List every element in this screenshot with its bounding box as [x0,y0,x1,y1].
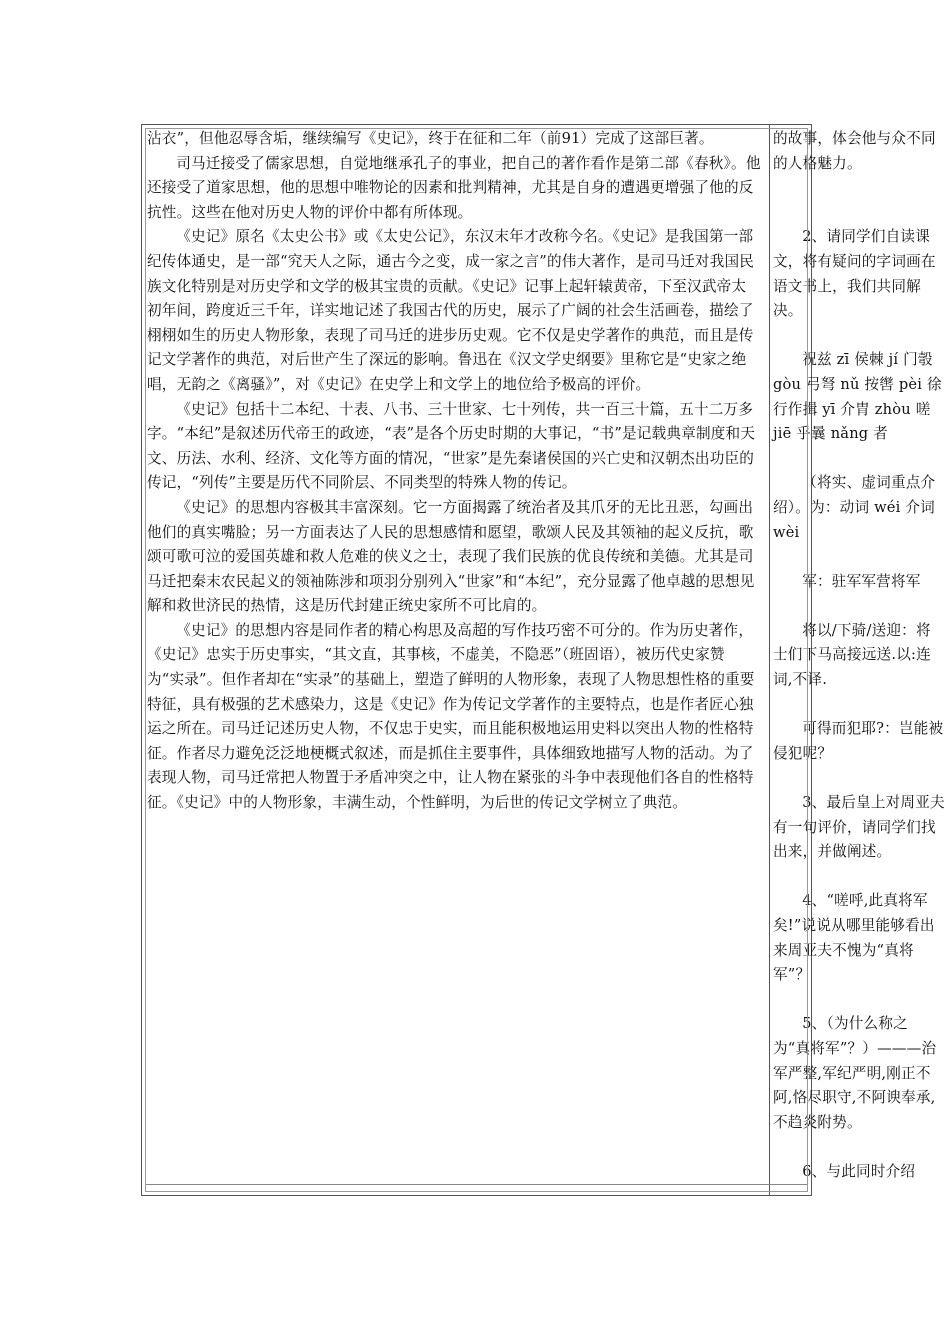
note-function-words: （将实、虚词重点介绍）。为：动词 wéi 介词 wèi [773,474,936,541]
teaching-notes-column [773,127,945,1185]
paragraph-continuation: 沾衣”，但他忍辱含垢，继续编写《史记》，终于在征和二年（前91）完成了这部巨著。 [147,130,714,147]
paragraph-sima-qian-thought: 司马迁接受了儒家思想，自觉地继承孔子的事业，把自己的著作看作是第二部《春秋》。他还接受了道家思想，他的思想中唯物论的因素和批判精神，尤其是自身的遭遇更增强了他的反抗性。这些在他对历史人物的评价中都有所体现。 [147,154,761,221]
paragraph-shiji-structure: 《史记》包括十二本纪、十表、八书、三十世家、七十列传，共一百三十篇，五十二万多字。“本纪”是叙述历代帝王的政迹，“表”是各个历史时期的大事记，“书”是记载典章制度和天文、历法、水利、经济、文化等方面的情况，“世家”是先秦诸侯国的兴亡史和汉朝杰出功臣的传记，“列传”主要是历代不同阶层、不同类型的特殊人物的传记。 [147,400,756,492]
question-4: 4、“嗟呼,此真将军矣!”说说从哪里能够看出来周亚夫不愧为“真将军”？ [773,892,935,984]
note-ke: 可得而犯耶?：岂能被侵犯呢？ [773,720,944,762]
q1-tail: 的故事，体会他与众不同的人格魅力。 [773,130,936,172]
paragraph-shiji-content: 《史记》的思想内容极其丰富深刻。它一方面揭露了统治者及其爪牙的无比丑恶，勾画出他们的真实嘴脸；另一方面表达了人民的思想感情和愿望，歌颂人民及其领袖的起义反抗，歌颂可歌可泣的爱国英雄和救人危难的侠义之士，表现了我们民族的优良传统和美德。尤其是司马迁把秦末农民起义的领袖陈涉和项羽分别列入“世家”和“本纪”，充分显露了他卓越的思想见解和救世济民的热情，这是历代封建正统史家所不可比肩的。 [147,498,755,615]
question-3: 3、最后皇上对周亚夫有一句评价，请同学们找出来，并做阐述。 [773,794,945,861]
question-6: 6、与此同时介绍 [802,1162,916,1180]
pronunciation-list: 祝兹 zī 侯棘 jí 门彀 gòu 弓弩 nǔ 按辔 pèi 徐行作揖 yī 介胄 zhòu 嗟 jiē 乎曩 nǎng 者 [773,351,942,443]
column-divider [769,125,770,1195]
lesson-table [141,124,945,1196]
paragraph-shiji-name: 《史记》原名《太史公书》或《太史公记》，东汉末年才改称今名。《史记》是我国第一部纪传体通史，是一部“究天人之际，通古今之变，成一家之言”的伟大著作，是司马迁对我国民族文化特别是对历史学和文学的极其宝贵的贡献。《史记》记事上起轩辕黄帝，下至汉武帝太初年间，跨度近三千年，详实地记述了我国古代的历史，展示了广阔的社会生活画卷，描绘了栩栩如生的历史人物形象，表现了司马迁的进步历史观。它不仅是史学著作的典范，而且是传记文学著作的典范，对后世产生了深远的影响。鲁迅在《汉文学史纲要》里称它是“史家之绝唱，无韵之《离骚》”，对《史记》在史学上和文学上的地位给予极高的评价。 [147,228,755,393]
note-jun: 军：驻军军营将军 [802,572,921,590]
question-2: 2、请同学们自读课文，将有疑问的字词画在语文书上，我们共同解决。 [773,228,936,320]
question-5: 5、（为什么称之为“真将军”？）———治军严整,军纪严明,刚正不阿,恪尽职守,不阿谀奉承,不趋炎附势。 [773,1015,937,1131]
bottom-rule [145,1184,808,1185]
paragraph-shiji-art: 《史记》的思想内容是同作者的精心构思及高超的写作技巧密不可分的。作为历史著作，《史记》忠实于历史事实，“其文直，其事核，不虚美，不隐恶”（班固语），被历代史家赞为“实录”。但作者却在“实录”的基础上，塑造了鲜明的人物形象，表现了人物思想性格的重要特征，具有极强的艺术感染力，这是《史记》作为传记文学著作的主要特点，也是作者匠心独运之所在。司马迁记述历史人物，不仅忠于史实，而且能积极地运用史料以突出人物的性格特征。作者尽力避免泛泛地梗概式叙述，而是抓住主要事件，具体细致地描写人物的活动。为了表现人物，司马迁常把人物置于矛盾冲突之中，让人物在紧张的斗争中表现他们各自的性格特征。《史记》中的人物形象，丰满生动，个性鲜明，为后世的传记文学树立了典范。 [147,621,755,812]
note-jiang: 将以/下骑/送迎：将士们下马高接远送.以:连词,不译. [773,621,931,689]
main-text-column [147,127,761,816]
